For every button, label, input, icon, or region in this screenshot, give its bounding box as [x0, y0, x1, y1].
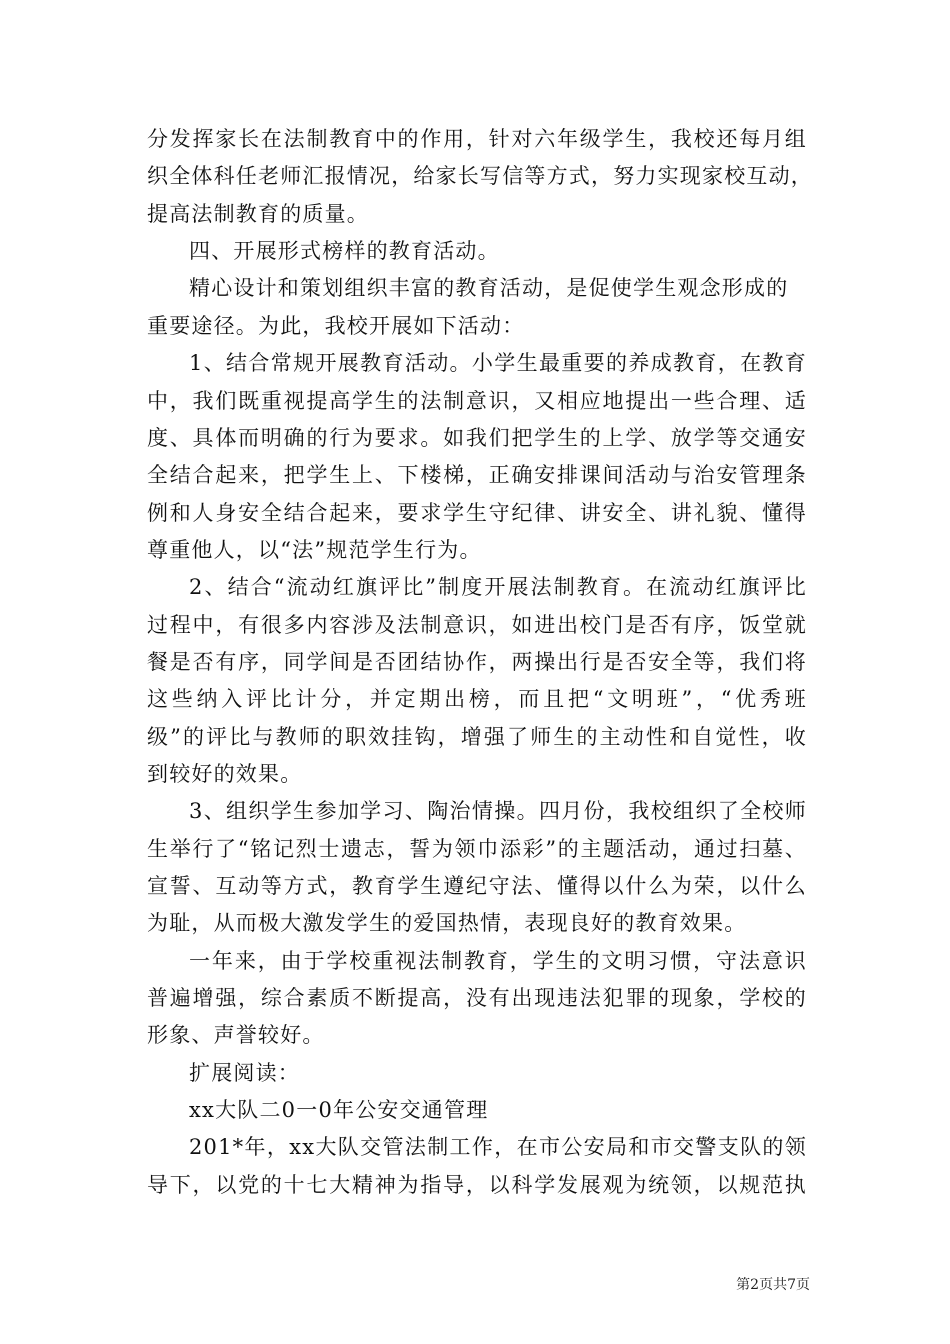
text-line: 宣誓、互动等方式，教育学生遵纪守法、懂得以什么为荣，以什么: [147, 874, 807, 898]
text-line: 织全体科任老师汇报情况，给家长写信等方式，努力实现家校互动，: [147, 164, 813, 188]
text-line: 1、结合常规开展教育活动。小学生最重要的养成教育，在教育: [189, 351, 807, 375]
text-line: 为耻，从而极大激发学生的爱国热情，表现良好的教育效果。: [147, 911, 747, 935]
text-line: 分发挥家长在法制教育中的作用，针对六年级学生，我校还每月组: [147, 127, 807, 151]
article-title: xx大队二0一0年公安交通管理: [189, 1098, 489, 1122]
section-heading: 四、开展形式榜样的教育活动。: [189, 239, 500, 263]
text-line: 餐是否有序，同学间是否团结协作，两操出行是否安全等，我们将: [147, 650, 807, 674]
text-line: 3、组织学生参加学习、陶治情操。四月份，我校组织了全校师: [189, 799, 807, 823]
text-line: 导下，以党的十七大精神为指导，以科学发展观为统领，以规范执: [147, 1173, 807, 1197]
text-line: 级”的评比与教师的职效挂钩，增强了师生的主动性和自觉性，收: [147, 725, 807, 749]
text-line: 过程中，有很多内容涉及法制意识，如进出校门是否有序，饭堂就: [147, 613, 807, 637]
text-line: 一年来，由于学校重视法制教育，学生的文明习惯，守法意识: [189, 949, 807, 973]
page-number: 第2页共7页: [736, 1277, 810, 1293]
text-line: 2、结合“流动红旗评比”制度开展法制教育。在流动红旗评比: [189, 575, 807, 599]
text-line: 生举行了“铭记烈士遗志，誓为领巾添彩”的主题活动，通过扫墓、: [147, 837, 807, 861]
text-line: 尊重他人，以“法”规范学生行为。: [147, 538, 482, 562]
text-line: 度、具体而明确的行为要求。如我们把学生的上学、放学等交通安: [147, 426, 807, 450]
text-line: 到较好的效果。: [147, 762, 303, 786]
text-line: 201*年，xx大队交管法制工作，在市公安局和市交警支队的领: [189, 1135, 807, 1159]
text-line: 普遍增强，综合素质不断提高，没有出现违法犯罪的现象，学校的: [147, 986, 807, 1010]
text-line: 中，我们既重视提高学生的法制意识，又相应地提出一些合理、适: [147, 389, 807, 413]
text-line: 精心设计和策划组织丰富的教育活动，是促使学生观念形成的: [189, 276, 789, 300]
text-line: 提高法制教育的质量。: [147, 202, 369, 226]
text-line: 全结合起来，把学生上、下楼梯，正确安排课间活动与治安管理条: [147, 463, 807, 487]
text-line: 形象、声誉较好。: [147, 1023, 325, 1047]
text-line: 这些纳入评比计分，并定期出榜，而且把“文明班”，“优秀班: [147, 687, 807, 711]
text-line: 重要途径。为此，我校开展如下活动：: [147, 314, 525, 338]
section-heading: 扩展阅读：: [189, 1061, 300, 1085]
text-line: 例和人身安全结合起来，要求学生守纪律、讲安全、讲礼貌、懂得: [147, 501, 807, 525]
